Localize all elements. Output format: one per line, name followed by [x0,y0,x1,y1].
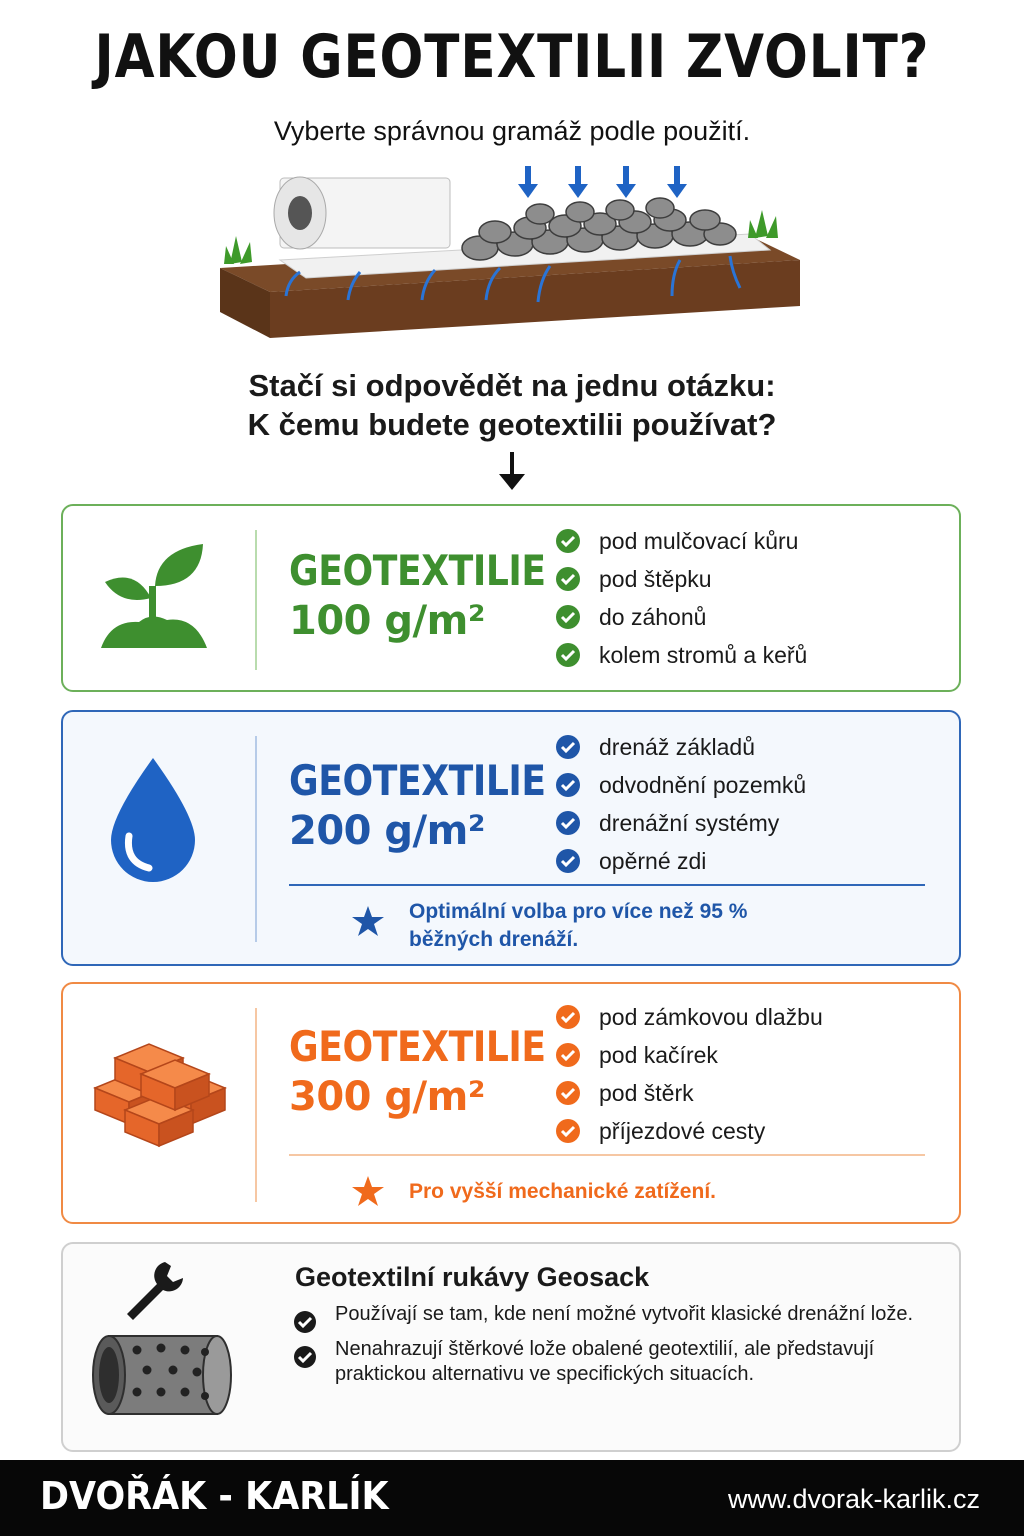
vertical-divider [255,736,257,942]
card-geosack [61,1242,961,1452]
arrow-down-icon [497,452,527,492]
list-item: pod štěpku [555,566,807,604]
list-item: pod mulčovací kůru [555,528,807,566]
check-circle-icon [555,1080,581,1106]
horizontal-divider [289,884,925,886]
product-weight: 300 g/m² [289,1074,485,1120]
check-circle-icon [555,1042,581,1068]
list-item: opěrné zdi [555,848,806,886]
list-item: Používají se tam, kde není možné vytvořit klasické drenážní lože. [293,1302,933,1327]
recommendation-note: Pro vyšší mechanické zatížení. [409,1180,716,1203]
usage-list [555,734,806,886]
list-item: Nenahrazují štěrkové lože obalené geotextilií, ale představují praktickou alternativu ve specifických situacích. [293,1337,933,1387]
product-weight: 100 g/m² [289,598,485,644]
list-item: příjezdové cesty [555,1118,823,1156]
question-block [0,366,1024,444]
check-circle-icon [555,642,581,668]
product-title [289,756,587,856]
product-title [289,1022,587,1122]
list-item: drenáž základů [555,734,806,772]
product-name: GEOTEXTILIE [289,1022,546,1071]
list-item: pod kačírek [555,1042,823,1080]
card-geotextile-200 [61,710,961,966]
website-link[interactable]: www.dvorak-karlik.cz [727,1484,980,1514]
list-item: pod zámkovou dlažbu [555,1004,823,1042]
check-circle-icon [555,772,581,798]
geosack-list [293,1302,933,1397]
geosack-sleeve-icon [89,1320,239,1430]
page-subtitle: Vyberte správnou gramáž podle použití. [273,116,751,146]
check-circle-icon [555,604,581,630]
wrench-icon [121,1258,185,1322]
geotextile-illustration [210,160,810,360]
bricks-icon [85,1024,235,1154]
card-geotextile-300 [61,982,961,1224]
list-item: kolem stromů a keřů [555,642,807,680]
list-item: do záhonů [555,604,807,642]
recommendation-note: Optimální volba pro více než 95 % běžných drenáží. [409,900,748,951]
horizontal-divider [289,1154,925,1156]
question-line-2: K čemu budete geotextilii používat? [247,407,777,442]
card-geotextile-100 [61,504,961,692]
list-item: drenážní systémy [555,810,806,848]
usage-list [555,1004,823,1156]
check-circle-icon [555,566,581,592]
check-circle-icon [555,528,581,554]
check-circle-icon [293,1345,317,1369]
footer-bar [0,1460,1024,1536]
check-circle-icon [555,848,581,874]
question-line-1: Stačí si odpovědět na jednu otázku: [248,368,776,403]
product-title [289,546,587,646]
product-name: GEOTEXTILIE [289,546,546,595]
vertical-divider [255,530,257,670]
plant-icon [91,536,215,656]
list-item: odvodnění pozemků [555,772,806,810]
check-circle-icon [555,1118,581,1144]
water-drop-icon [103,754,203,886]
list-item: pod štěrk [555,1080,823,1118]
check-circle-icon [555,1004,581,1030]
page-title: JAKOU GEOTEXTILII ZVOLIT? [94,22,930,92]
vertical-divider [255,1008,257,1202]
check-circle-icon [293,1310,317,1334]
check-circle-icon [555,734,581,760]
star-icon [351,1174,385,1208]
check-circle-icon [555,810,581,836]
geosack-title: Geotextilní rukávy Geosack [295,1262,650,1292]
brand-logo: DVOŘÁK - KARLÍK [40,1474,389,1518]
product-weight: 200 g/m² [289,808,485,854]
star-icon [351,904,385,938]
product-name: GEOTEXTILIE [289,756,546,805]
usage-list [555,528,807,680]
